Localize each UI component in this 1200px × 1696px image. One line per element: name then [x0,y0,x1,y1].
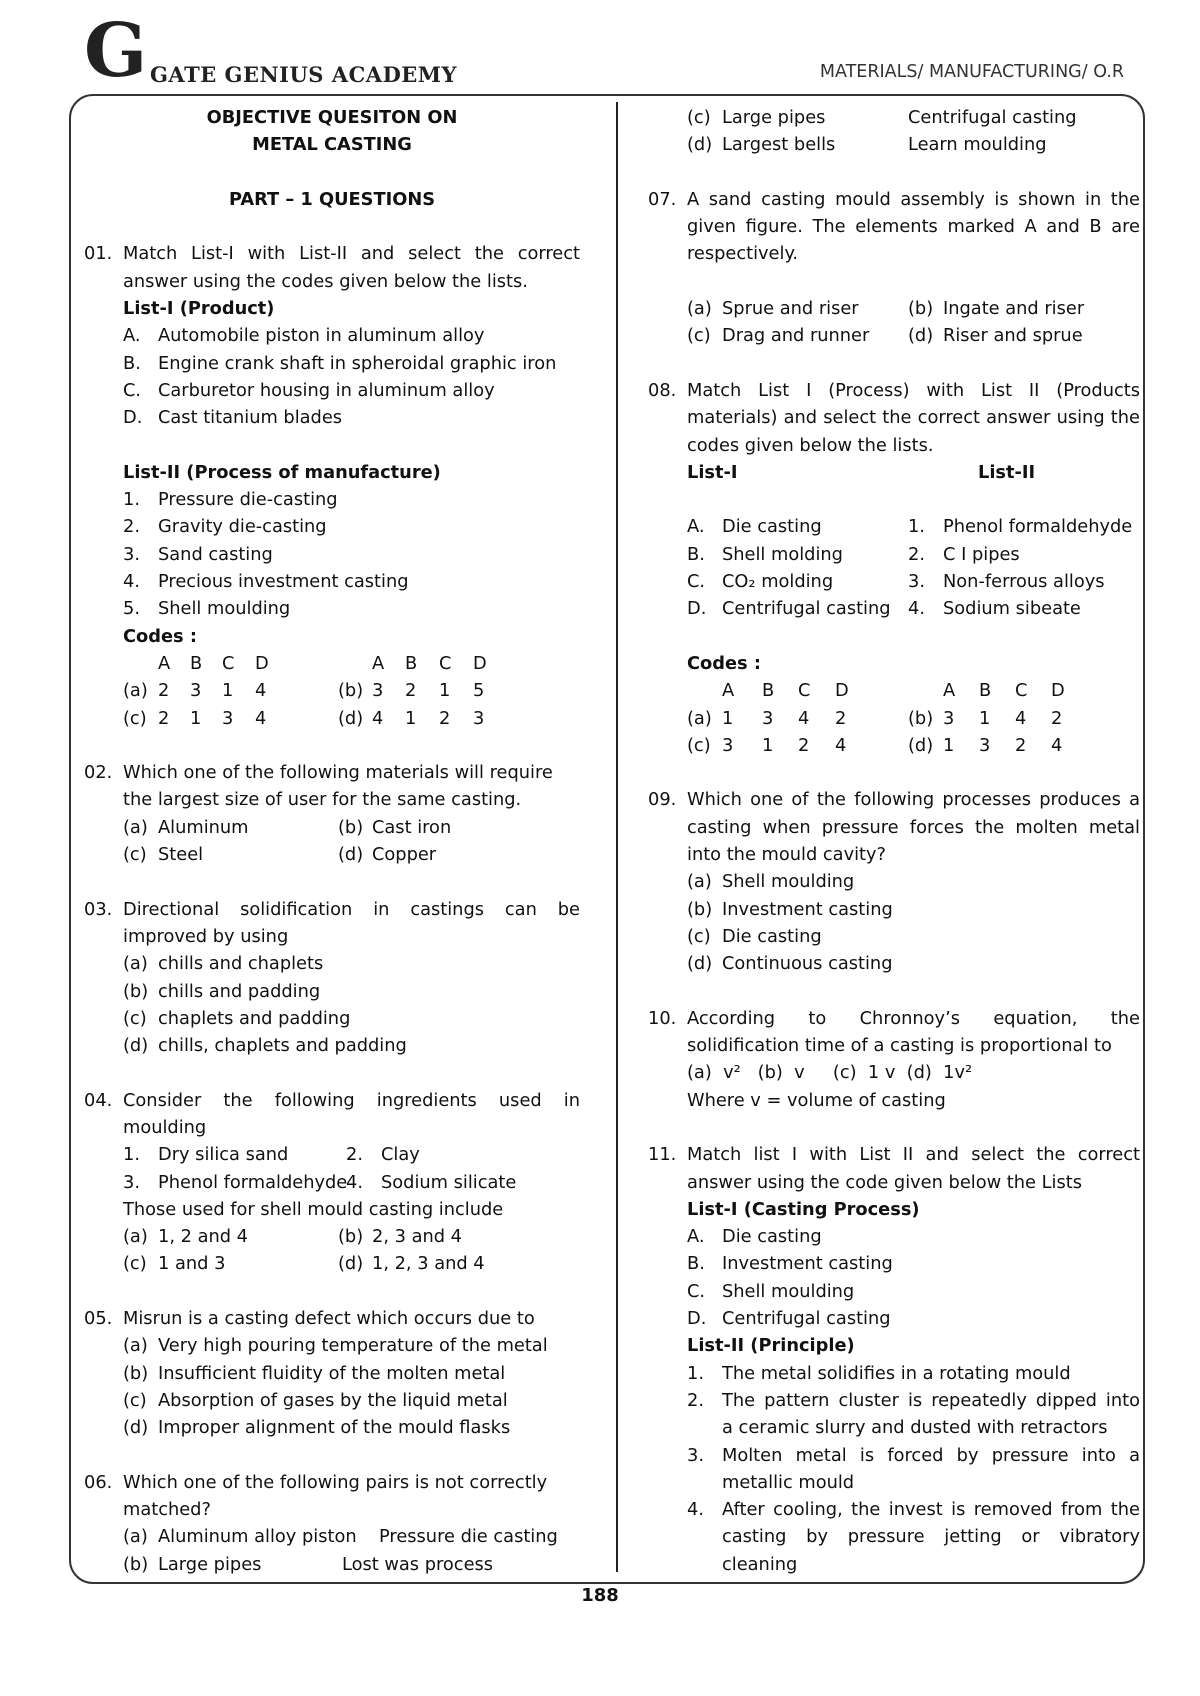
option-text: Continuous casting [722,953,893,975]
list-item: Shell molding [722,543,843,565]
pair-process: Lost was process [342,1553,494,1575]
code-value: 4 [255,680,267,702]
codes-row [648,732,1140,759]
question-text: given figure. The elements marked A and B are [687,216,1140,238]
option-label: (c) [687,734,711,756]
list-label: 1. [123,489,140,511]
list-label: 4. [908,598,925,620]
part-heading: PART – 1 QUESTIONS [228,188,436,210]
list-label: 2. [346,1144,363,1166]
question-05 [84,1305,580,1441]
question-text: Match list I with List II and select the correct [687,1144,1140,1166]
list-heading: List-I (Product) [123,298,275,320]
code-value: 4 [798,707,810,729]
list-item: Clay [381,1144,420,1166]
column-divider [616,102,618,1572]
option-label: (b) [123,980,149,1002]
list-item: Die casting [722,1226,822,1248]
question-text: According to Chronnoy’s equation, the [687,1007,1140,1029]
question-number: 02. [84,762,113,784]
code-value: 4 [1051,734,1063,756]
code-col: C [439,652,452,674]
code-col: B [190,652,203,674]
option-text: chaplets and padding [158,1007,351,1029]
pair-item: Large pipes [722,107,826,128]
code-col: B [405,652,418,674]
list-heading: List-II (Principle) [687,1335,855,1357]
codes-heading: Codes : [687,652,761,674]
list-item: Sodium silicate [381,1171,517,1193]
pair-process: Centrifugal casting [908,107,1077,128]
code-value: 4 [835,734,847,756]
option-label: (d) [338,1253,364,1275]
code-col: D [1051,680,1065,702]
list-label: 1. [908,516,925,538]
option-text: Cast iron [372,816,452,838]
list-heading: List-II [978,461,1036,483]
code-value: 1 [722,707,734,729]
codes-heading: Codes : [123,625,197,647]
codes-header-row [648,677,1140,704]
list-label: 4. [346,1171,363,1193]
option-text: Ingate and riser [943,298,1085,320]
doc-subtitle: METAL CASTING [252,134,412,156]
page-number: 188 [581,1585,619,1606]
list-label: D. [687,598,707,620]
left-column [84,104,580,1578]
code-value: 2 [158,707,170,729]
code-col: A [943,680,956,702]
list-label: A. [123,325,141,347]
list-item: Phenol formaldehyde [158,1171,348,1193]
list-item: Phenol formaldehyde [943,516,1133,538]
code-value: 1 [222,680,234,702]
question-text: Match List-I with List-II and select the correct [123,243,580,265]
option-text: Sprue and riser [722,298,859,320]
academy-name: GATE GENIUS ACADEMY [150,62,458,87]
question-number: 07. [648,188,677,210]
option-text: Improper alignment of the mould flasks [158,1417,511,1439]
list-label: B. [687,543,705,565]
code-value: 4 [1015,707,1027,729]
question-text: into the mould cavity? [687,844,886,866]
pair-item: Aluminum alloy piston [158,1526,357,1548]
question-01 [84,240,580,731]
question-text: codes given below the lists. [687,434,934,456]
list-label: 1. [687,1362,704,1384]
code-value: 1 [190,707,202,729]
list-item: Precious investment casting [158,571,409,593]
list-item: Automobile piston in aluminum alloy [158,325,485,347]
code-value: 3 [943,707,955,729]
list-item: Pressure die-casting [158,489,338,511]
codes-row [84,705,580,732]
question-text: answer using the code given below the Lists [687,1171,1082,1193]
option-text: Riser and sprue [943,325,1083,347]
list-item: Molten metal is forced by pressure into a [722,1444,1140,1466]
list-heading: List-II (Process of manufacture) [123,461,441,483]
option-label: (b) [338,816,364,838]
option-label: (a) [123,816,148,838]
option-text: Die casting [722,925,822,947]
doc-title: OBJECTIVE QUESITON ON [206,107,458,128]
option-label: (b) [338,1226,364,1248]
list-heading: List-I [687,461,738,483]
list-item: metallic mould [722,1471,855,1493]
option-text: Investment casting [722,898,893,920]
question-text: Match List I (Process) with List II (Products [687,379,1140,401]
code-value: 2 [439,707,451,729]
question-note: Those used for shell mould casting include [123,1198,504,1220]
code-col: A [722,680,735,702]
question-text: answer using the codes given below the lists. [123,270,528,292]
question-number: 01. [84,243,113,265]
question-text: Consider the following ingredients used in [123,1089,580,1111]
question-text: Which one of the following pairs is not correctly [123,1471,548,1493]
list-item: a ceramic slurry and dusted with retractors [722,1417,1108,1439]
option-label: (d) [123,1035,149,1057]
code-col: B [762,680,775,702]
option-label: (c) [123,1253,147,1275]
code-value: 2 [1051,707,1063,729]
option-label: (d) [908,325,934,347]
code-value: 4 [255,707,267,729]
question-number: 10. [648,1007,677,1029]
question-text: Which one of the following processes produces a [687,789,1140,811]
option-label: (d) [123,1417,149,1439]
code-col: A [372,652,385,674]
question-number: 09. [648,789,677,811]
pair-item: Large pipes [158,1553,262,1575]
option-label: (c) [687,925,711,947]
option-text: Drag and runner [722,325,870,347]
list-label: 3. [908,571,925,593]
list-item: Centrifugal casting [722,1308,891,1330]
code-value: 3 [762,707,774,729]
code-value: 2 [798,734,810,756]
pair-item: Largest bells [722,134,836,156]
code-value: 2 [158,680,170,702]
option-text: 1, 2, 3 and 4 [372,1253,485,1275]
option-label: (a) [687,871,712,893]
list-label: D. [123,407,143,429]
list-item: casting by pressure jetting or vibratory [722,1526,1140,1548]
code-value: 1 [979,707,991,729]
code-col: C [1015,680,1028,702]
list-label: A. [687,1226,705,1248]
list-item: C I pipes [943,543,1020,565]
list-label: C. [687,571,706,593]
question-11 [648,1141,1140,1578]
question-03 [84,896,580,1060]
question-08 [648,377,1140,759]
list-item: cleaning [722,1553,798,1575]
list-item: Centrifugal casting [722,598,891,620]
option-label: (c) [687,325,711,347]
codes-row [84,677,580,704]
subject-title: MATERIALS/ MANUFACTURING/ O.R [819,62,1124,82]
options-line: (a) v² (b) v (c) 1 v (d) 1v² [687,1062,973,1084]
code-col: A [158,652,171,674]
list-item: Investment casting [722,1253,893,1275]
option-label: (c) [687,107,711,128]
option-text: Steel [158,844,204,866]
code-value: 1 [762,734,774,756]
option-text: Copper [372,844,437,866]
code-value: 1 [405,707,417,729]
option-label: (b) [908,707,934,729]
list-item: Gravity die-casting [158,516,327,538]
option-label: (a) [123,953,148,975]
list-label: 3. [687,1444,704,1466]
list-item: Sand casting [158,543,273,565]
question-number: 08. [648,379,677,401]
list-item: Engine crank shaft in spheroidal graphic iron [158,352,557,374]
list-label: 5. [123,598,140,620]
list-label: B. [687,1253,705,1275]
page-header [84,8,1124,94]
option-label: (a) [687,707,712,729]
code-col: C [222,652,235,674]
list-label: A. [687,516,705,538]
academy-logo: G [84,8,148,94]
list-item: Dry silica sand [158,1144,289,1166]
list-item: Die casting [722,516,822,538]
question-number: 06. [84,1471,113,1493]
option-label: (c) [123,1007,147,1029]
option-label: (b) [123,1553,149,1575]
question-06-continued [648,104,1140,159]
code-col: D [473,652,487,674]
list-item: Sodium sibeate [943,598,1081,620]
option-text: Aluminum [158,816,249,838]
code-value: 2 [835,707,847,729]
code-value: 3 [222,707,234,729]
list-item: The metal solidifies in a rotating mould [722,1362,1071,1384]
code-value: 3 [722,734,734,756]
option-label: (b) [687,898,713,920]
option-text: Absorption of gases by the liquid metal [158,1389,508,1411]
option-label: (a) [687,298,712,320]
option-label: (c) [123,844,147,866]
option-label: (d) [338,844,364,866]
question-text: Which one of the following materials will require [123,762,553,784]
question-text: solidification time of a casting is proportional to [687,1035,1112,1057]
question-10 [648,1005,1140,1114]
option-label: (a) [123,1226,148,1248]
code-col: C [798,680,811,702]
option-label: (d) [338,707,364,729]
option-text: 1 and 3 [158,1253,226,1275]
option-label: (d) [687,134,713,156]
pair-process: Learn moulding [908,134,1047,156]
code-value: 1 [439,680,451,702]
question-04 [84,1087,580,1278]
option-label: (b) [123,1362,149,1384]
option-text: 1, 2 and 4 [158,1226,249,1248]
question-number: 03. [84,898,113,920]
question-06 [84,1469,580,1578]
question-07 [648,186,1140,350]
question-text: Misrun is a casting defect which occurs due to [123,1308,535,1330]
question-text: casting when pressure forces the molten metal [687,816,1140,838]
list-label: 2. [908,543,925,565]
codes-row [648,705,1140,732]
option-label: (a) [123,1335,148,1357]
code-value: 3 [372,680,384,702]
list-item: Non-ferrous alloys [943,571,1105,593]
option-label: (c) [123,707,147,729]
option-text: 2, 3 and 4 [372,1226,463,1248]
option-label: (a) [123,680,148,702]
list-label: C. [687,1280,706,1302]
code-col: D [835,680,849,702]
option-text: Shell moulding [722,871,855,893]
question-text: Directional solidification in castings can be [123,898,580,920]
list-label: 3. [123,543,140,565]
code-col: B [979,680,992,702]
code-value: 2 [405,680,417,702]
question-text: materials) and select the correct answer using the [687,407,1140,429]
code-value: 2 [1015,734,1027,756]
list-label: C. [123,379,142,401]
list-item: Shell moulding [722,1280,855,1302]
list-heading: List-I (Casting Process) [687,1198,920,1220]
question-09 [648,786,1140,977]
question-text: respectively. [687,243,799,265]
option-label: (b) [338,680,364,702]
question-text: moulding [123,1116,207,1138]
code-value: 3 [190,680,202,702]
question-text: improved by using [123,925,289,947]
question-number: 11. [648,1144,677,1166]
option-label: (a) [123,1526,148,1548]
list-label: 1. [123,1144,140,1166]
option-text: chills, chaplets and padding [158,1035,407,1057]
list-item: After cooling, the invest is removed from the [722,1499,1140,1521]
option-text: Very high pouring temperature of the metal [158,1335,548,1357]
pair-process: Pressure die casting [379,1526,558,1548]
option-label: (d) [908,734,934,756]
right-column [648,104,1140,1578]
list-item: Cast titanium blades [158,407,343,429]
option-text: chills and chaplets [158,953,324,975]
list-item: CO₂ molding [722,571,834,593]
list-label: 2. [687,1389,704,1411]
code-value: 3 [473,707,485,729]
option-text: Insufficient fluidity of the molten metal [158,1362,506,1384]
option-label: (d) [687,953,713,975]
code-value: 3 [979,734,991,756]
list-item: Carburetor housing in aluminum alloy [158,379,495,401]
question-number: 05. [84,1308,113,1330]
list-item: Shell moulding [158,598,291,620]
list-item: The pattern cluster is repeatedly dipped into [722,1389,1140,1411]
question-text: A sand casting mould assembly is shown in the [687,188,1140,210]
code-col: D [255,652,269,674]
code-value: 4 [372,707,384,729]
list-label: 2. [123,516,140,538]
list-label: D. [687,1308,707,1330]
list-label: B. [123,352,141,374]
code-value: 5 [473,680,485,702]
question-note: Where v = volume of casting [687,1089,946,1111]
list-label: 4. [687,1499,704,1521]
option-label: (c) [123,1389,147,1411]
list-label: 3. [123,1171,140,1193]
question-02 [84,759,580,868]
question-number: 04. [84,1089,113,1111]
list-label: 4. [123,571,140,593]
option-label: (b) [908,298,934,320]
option-text: chills and padding [158,980,321,1002]
question-text: matched? [123,1499,211,1521]
codes-header-row [84,650,580,677]
code-value: 1 [943,734,955,756]
question-text: the largest size of user for the same casting. [123,789,522,811]
